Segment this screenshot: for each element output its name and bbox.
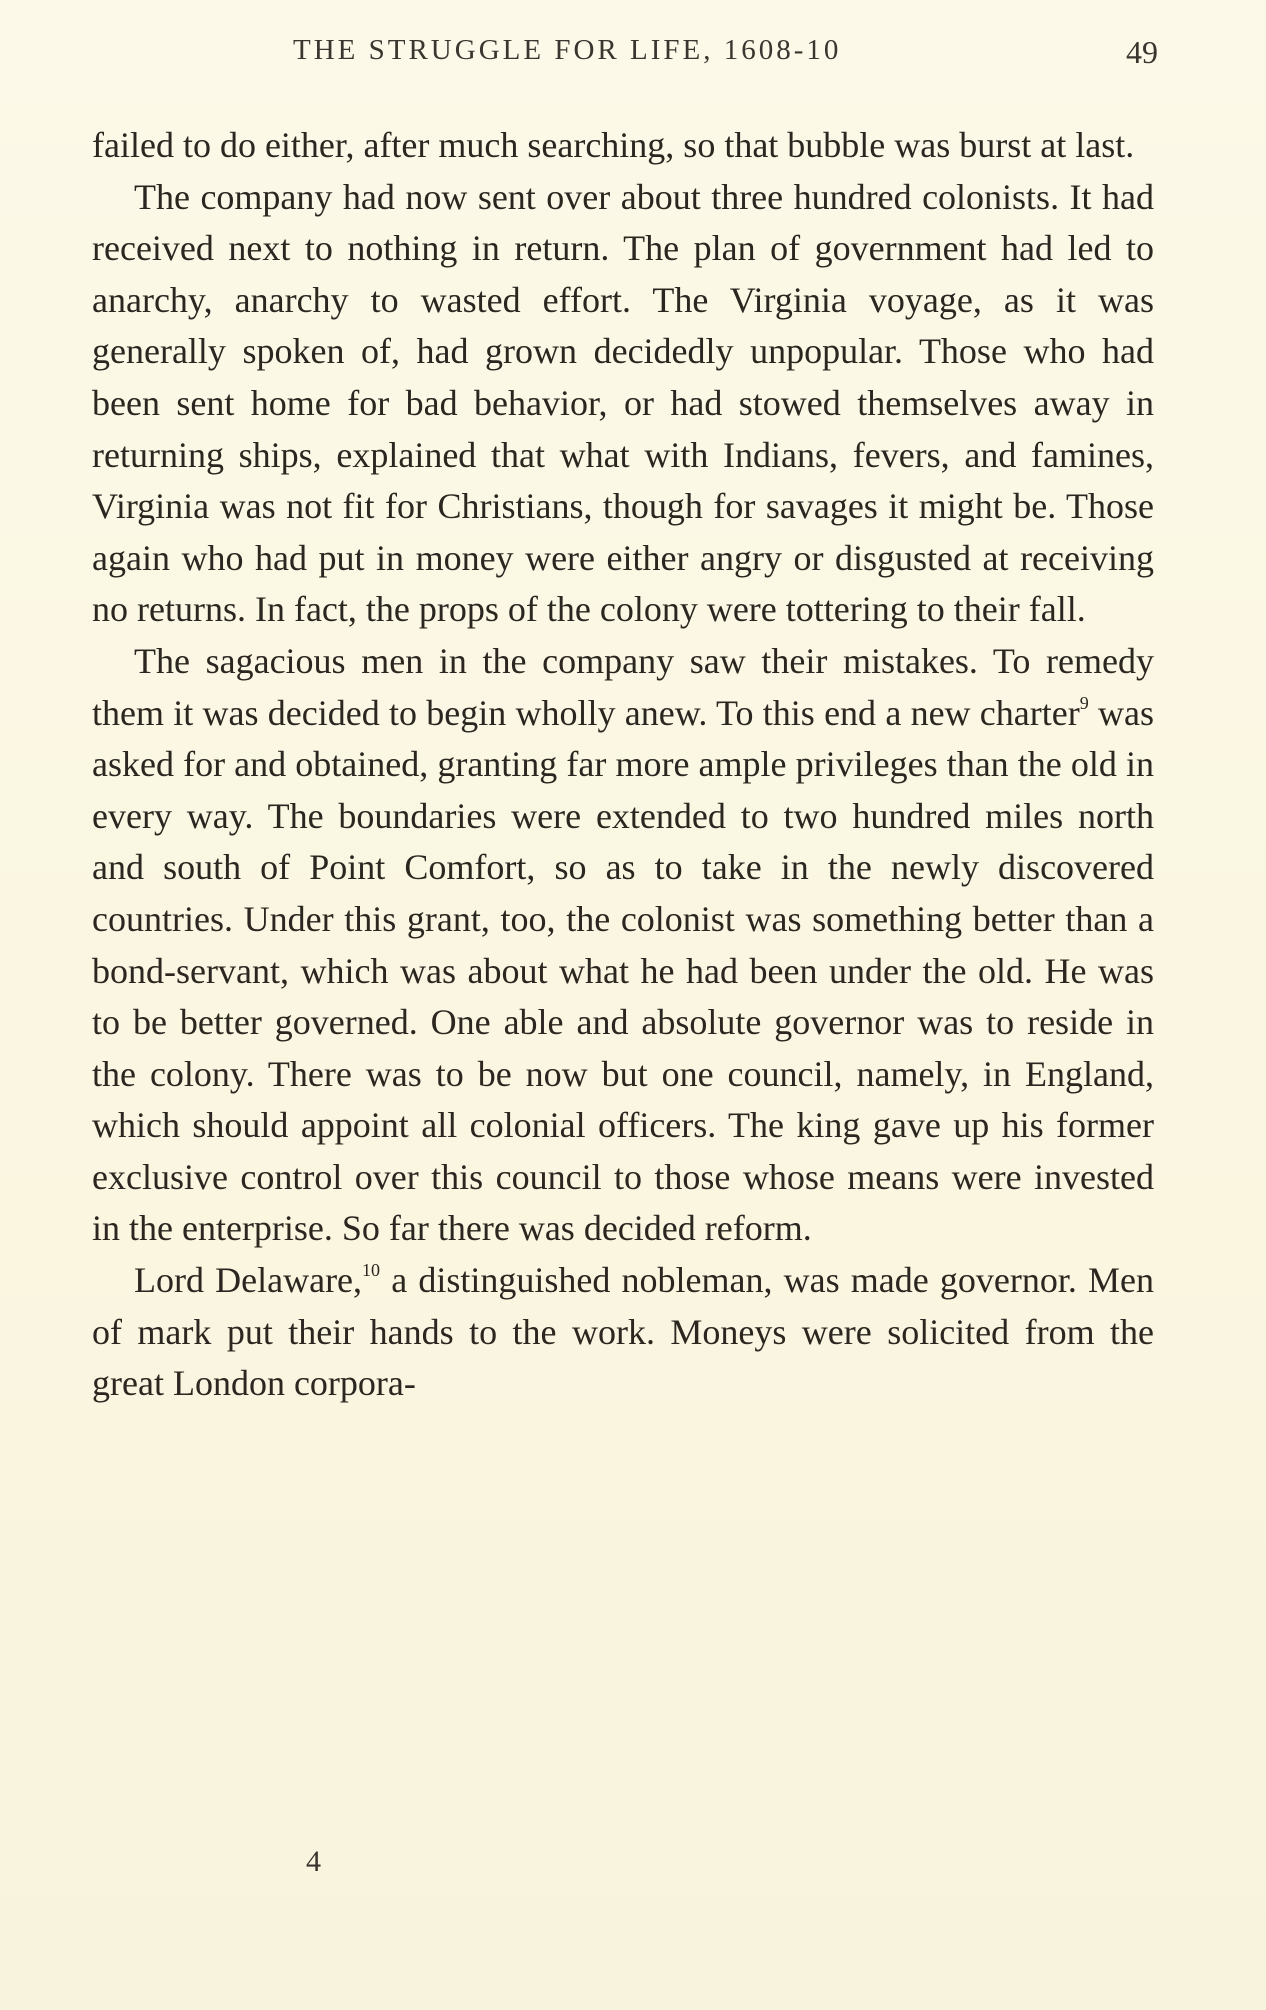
- paragraph-text: Lord Delaware,: [134, 1260, 363, 1301]
- paragraph-continuation: failed to do either, after much searching, so that bubble was burst at last.: [92, 125, 1135, 165]
- paragraph-text: a distinguished nobleman, was made governor. Men of mark put their hands to the work. Moneys were solicited from the great London corpora-: [92, 1260, 1154, 1404]
- page-number: 49: [1126, 34, 1158, 70]
- running-head: [98, 34, 1158, 74]
- body-text: [92, 120, 1154, 1410]
- paragraph-new-charter: [92, 636, 1154, 1255]
- running-title: THE STRUGGLE FOR LIFE, 1608-10: [293, 34, 842, 66]
- signature-mark: 4: [306, 1845, 321, 1878]
- footnote-marker: 9: [1079, 692, 1089, 713]
- footnote-marker: 10: [362, 1260, 381, 1281]
- paragraph-lord-delaware: [92, 1255, 1154, 1410]
- paragraph-text: was asked for and obtained, granting far more ample privileges than the old in every way. The boundaries were extended to two hundred miles north and south of Point Comfort, so as to take in the newly discovered countries. Under this grant, too, the colonist was something better than a bond-servant, which was about what he had been under the old. He was to be better governed. One able and absolute governor was to reside in the colony. There was to be now but one council, namely, in England, which should appoint all colonial officers. The king gave up his former exclusive control over this council to those whose means were invested in the enterprise. So far there was decided reform.: [92, 692, 1154, 1249]
- paragraph-colonists: The company had now sent over about three hundred colonists. It had received next to nothing in return. The plan of government had led to anarchy, anarchy to wasted effort. The Virginia voyage, as it was generally spoken of, had grown decidedly unpopular. Those who had been sent home for bad behavior, or had stowed themselves away in returning ships, explained that what with Indians, fevers, and famines, Virginia was not fit for Christians, though for savages it might be. Those again who had put in money were either angry or disgusted at receiving no returns. In fact, the props of the colony were tottering to their fall.: [92, 176, 1154, 630]
- paragraph-text: The sagacious men in the company saw their mistakes. To remedy them it was decided to begin wholly anew. To this end a new charter: [92, 640, 1154, 733]
